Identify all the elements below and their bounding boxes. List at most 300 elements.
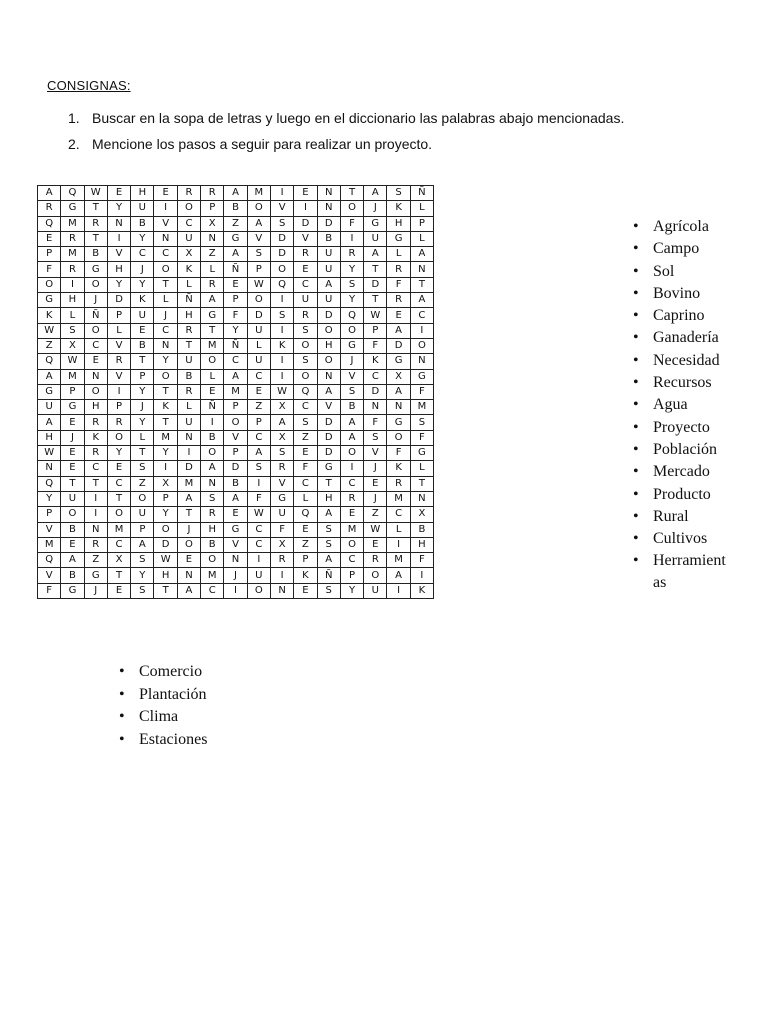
grid-cell: H xyxy=(201,522,224,537)
grid-cell: S xyxy=(294,354,317,369)
grid-row xyxy=(38,338,434,353)
grid-cell: U xyxy=(270,507,293,522)
grid-cell: S xyxy=(247,461,270,476)
grid-cell: W xyxy=(154,553,177,568)
grid-cell: J xyxy=(131,262,154,277)
grid-cell: A xyxy=(317,384,340,399)
grid-cell: N xyxy=(38,461,61,476)
grid-cell: N xyxy=(84,369,107,384)
grid-cell: N xyxy=(224,553,247,568)
grid-cell: V xyxy=(38,522,61,537)
grid-cell: J xyxy=(364,461,387,476)
grid-cell: B xyxy=(201,537,224,552)
grid-cell: G xyxy=(387,231,410,246)
grid-cell: I xyxy=(410,568,433,583)
grid-cell: M xyxy=(387,553,410,568)
grid-cell: M xyxy=(247,186,270,201)
grid-cell: E xyxy=(224,507,247,522)
word-search-grid xyxy=(37,185,434,599)
grid-cell: X xyxy=(270,430,293,445)
grid-cell: N xyxy=(317,186,340,201)
grid-cell: S xyxy=(131,583,154,598)
grid-cell: O xyxy=(270,262,293,277)
grid-row xyxy=(38,537,434,552)
grid-cell: A xyxy=(317,507,340,522)
grid-cell: J xyxy=(154,308,177,323)
grid-cell: O xyxy=(107,430,130,445)
grid-cell: O xyxy=(201,354,224,369)
grid-cell: G xyxy=(387,354,410,369)
grid-cell: Y xyxy=(131,277,154,292)
grid-cell: E xyxy=(224,277,247,292)
grid-cell: O xyxy=(340,537,363,552)
grid-cell: E xyxy=(61,446,84,461)
grid-cell: R xyxy=(387,476,410,491)
grid-cell: K xyxy=(131,293,154,308)
grid-cell: O xyxy=(154,369,177,384)
grid-cell: C xyxy=(247,522,270,537)
grid-cell: N xyxy=(270,583,293,598)
grid-cell: V xyxy=(107,247,130,262)
grid-cell: Q xyxy=(294,384,317,399)
grid-cell: Z xyxy=(84,553,107,568)
grid-cell: H xyxy=(38,430,61,445)
grid-cell: O xyxy=(294,369,317,384)
grid-cell: C xyxy=(154,323,177,338)
grid-cell: P xyxy=(154,491,177,506)
grid-cell: I xyxy=(270,293,293,308)
grid-cell: A xyxy=(201,461,224,476)
grid-cell: O xyxy=(177,537,200,552)
grid-cell: E xyxy=(387,308,410,323)
grid-cell: R xyxy=(340,247,363,262)
grid-cell: C xyxy=(177,216,200,231)
grid-cell: S xyxy=(364,430,387,445)
grid-cell: W xyxy=(84,186,107,201)
grid-cell: I xyxy=(387,537,410,552)
grid-cell: U xyxy=(247,568,270,583)
grid-cell: T xyxy=(177,338,200,353)
grid-cell: A xyxy=(201,293,224,308)
grid-cell: D xyxy=(177,461,200,476)
grid-cell: D xyxy=(364,277,387,292)
grid-cell: N xyxy=(154,231,177,246)
grid-cell: A xyxy=(224,369,247,384)
grid-row xyxy=(38,384,434,399)
grid-cell: O xyxy=(387,430,410,445)
grid-cell: D xyxy=(107,293,130,308)
grid-cell: A xyxy=(131,537,154,552)
grid-cell: P xyxy=(38,507,61,522)
grid-cell: S xyxy=(387,186,410,201)
grid-cell: N xyxy=(410,354,433,369)
grid-cell: U xyxy=(177,415,200,430)
grid-cell: A xyxy=(38,369,61,384)
grid-cell: A xyxy=(387,568,410,583)
grid-cell: D xyxy=(317,308,340,323)
word-list-bottom xyxy=(115,661,315,751)
grid-cell: M xyxy=(61,216,84,231)
grid-cell: U xyxy=(317,293,340,308)
grid-cell: L xyxy=(177,277,200,292)
grid-cell: K xyxy=(387,461,410,476)
grid-cell: A xyxy=(387,323,410,338)
grid-cell: C xyxy=(107,476,130,491)
grid-cell: T xyxy=(364,262,387,277)
grid-cell: J xyxy=(84,583,107,598)
grid-cell: O xyxy=(107,507,130,522)
grid-cell: Q xyxy=(61,186,84,201)
grid-cell: O xyxy=(224,415,247,430)
grid-cell: T xyxy=(154,415,177,430)
grid-cell: E xyxy=(177,553,200,568)
instruction-item xyxy=(68,109,624,135)
instructions-heading: CONSIGNAS: xyxy=(47,78,131,93)
grid-cell: C xyxy=(294,476,317,491)
grid-cell: F xyxy=(270,522,293,537)
grid-cell: C xyxy=(84,461,107,476)
grid-row xyxy=(38,277,434,292)
grid-cell: O xyxy=(410,338,433,353)
grid-cell: L xyxy=(387,522,410,537)
grid-cell: O xyxy=(84,323,107,338)
grid-cell: N xyxy=(364,400,387,415)
grid-cell: O xyxy=(294,338,317,353)
grid-cell: I xyxy=(270,354,293,369)
grid-row xyxy=(38,568,434,583)
grid-cell: S xyxy=(340,277,363,292)
grid-cell: A xyxy=(410,247,433,262)
grid-cell: V xyxy=(247,231,270,246)
grid-cell: R xyxy=(177,384,200,399)
grid-cell: R xyxy=(84,415,107,430)
grid-cell: G xyxy=(364,216,387,231)
grid-cell: N xyxy=(201,231,224,246)
grid-cell: T xyxy=(201,323,224,338)
grid-cell: W xyxy=(270,384,293,399)
grid-cell: Z xyxy=(247,400,270,415)
grid-cell: Y xyxy=(131,384,154,399)
grid-cell: S xyxy=(247,247,270,262)
grid-cell: B xyxy=(410,522,433,537)
grid-cell: Y xyxy=(107,277,130,292)
grid-cell: E xyxy=(364,537,387,552)
grid-cell: Ñ xyxy=(410,186,433,201)
grid-cell: V xyxy=(154,216,177,231)
grid-cell: G xyxy=(84,568,107,583)
word-item: • Bovino xyxy=(629,283,729,305)
grid-cell: S xyxy=(340,384,363,399)
grid-cell: V xyxy=(294,231,317,246)
word-item: • Proyecto xyxy=(629,417,729,439)
grid-cell: B xyxy=(224,476,247,491)
word-item: • Caprino xyxy=(629,305,729,327)
grid-cell: O xyxy=(317,323,340,338)
grid-cell: T xyxy=(154,277,177,292)
instructions-list xyxy=(68,109,624,161)
grid-cell: I xyxy=(270,568,293,583)
grid-cell: C xyxy=(247,430,270,445)
grid-cell: W xyxy=(61,354,84,369)
grid-cell: R xyxy=(84,216,107,231)
grid-cell: N xyxy=(84,522,107,537)
grid-cell: K xyxy=(154,400,177,415)
grid-cell: E xyxy=(294,262,317,277)
grid-cell: G xyxy=(84,262,107,277)
grid-cell: B xyxy=(224,201,247,216)
grid-cell: C xyxy=(294,277,317,292)
grid-cell: L xyxy=(410,201,433,216)
grid-cell: V xyxy=(224,537,247,552)
grid-cell: F xyxy=(38,262,61,277)
grid-cell: U xyxy=(38,400,61,415)
grid-cell: W xyxy=(247,507,270,522)
grid-cell: K xyxy=(84,430,107,445)
grid-cell: B xyxy=(201,430,224,445)
grid-cell: A xyxy=(270,415,293,430)
word-item: • Clima xyxy=(115,706,315,729)
grid-cell: S xyxy=(317,537,340,552)
grid-row xyxy=(38,369,434,384)
grid-cell: V xyxy=(107,369,130,384)
grid-cell: I xyxy=(61,277,84,292)
grid-cell: U xyxy=(177,231,200,246)
grid-cell: J xyxy=(340,354,363,369)
grid-cell: R xyxy=(107,354,130,369)
grid-cell: V xyxy=(364,446,387,461)
grid-cell: O xyxy=(38,277,61,292)
grid-cell: E xyxy=(61,461,84,476)
grid-cell: I xyxy=(224,583,247,598)
grid-cell: O xyxy=(201,446,224,461)
grid-cell: O xyxy=(317,354,340,369)
grid-cell: R xyxy=(201,277,224,292)
grid-cell: J xyxy=(61,430,84,445)
grid-cell: U xyxy=(364,583,387,598)
grid-cell: V xyxy=(107,338,130,353)
grid-cell: O xyxy=(84,277,107,292)
grid-cell: E xyxy=(294,583,317,598)
grid-row xyxy=(38,583,434,598)
grid-cell: L xyxy=(201,262,224,277)
grid-cell: A xyxy=(364,247,387,262)
grid-cell: T xyxy=(107,568,130,583)
grid-cell: R xyxy=(294,308,317,323)
grid-cell: P xyxy=(247,262,270,277)
grid-cell: M xyxy=(340,522,363,537)
grid-cell: O xyxy=(340,323,363,338)
instruction-text: Mencione los pasos a seguir para realizar un proyecto. xyxy=(92,136,433,152)
grid-cell: D xyxy=(270,247,293,262)
grid-cell: T xyxy=(107,491,130,506)
grid-cell: K xyxy=(270,338,293,353)
grid-cell: Y xyxy=(131,568,154,583)
grid-cell: H xyxy=(61,293,84,308)
instruction-number: 2. xyxy=(68,136,80,152)
grid-row xyxy=(38,461,434,476)
grid-cell: Ñ xyxy=(224,262,247,277)
grid-cell: R xyxy=(387,293,410,308)
grid-cell: F xyxy=(340,216,363,231)
grid-cell: U xyxy=(177,354,200,369)
grid-cell: Y xyxy=(131,415,154,430)
grid-cell: E xyxy=(294,522,317,537)
grid-cell: Q xyxy=(38,216,61,231)
grid-cell: Q xyxy=(38,553,61,568)
grid-cell: T xyxy=(410,476,433,491)
grid-cell: U xyxy=(131,201,154,216)
grid-cell: S xyxy=(270,308,293,323)
grid-cell: E xyxy=(61,537,84,552)
grid-cell: L xyxy=(131,430,154,445)
grid-cell: K xyxy=(38,308,61,323)
grid-cell: S xyxy=(131,461,154,476)
grid-cell: I xyxy=(340,231,363,246)
grid-cell: E xyxy=(107,461,130,476)
grid-cell: N xyxy=(107,216,130,231)
grid-cell: T xyxy=(340,186,363,201)
grid-cell: X xyxy=(270,537,293,552)
grid-cell: L xyxy=(387,247,410,262)
word-item: • Necesidad xyxy=(629,350,729,372)
grid-cell: H xyxy=(107,262,130,277)
grid-cell: J xyxy=(364,491,387,506)
grid-cell: X xyxy=(387,369,410,384)
grid-cell: D xyxy=(154,537,177,552)
grid-cell: I xyxy=(107,231,130,246)
grid-cell: N xyxy=(177,568,200,583)
grid-cell: P xyxy=(294,553,317,568)
grid-cell: E xyxy=(154,186,177,201)
grid-cell: R xyxy=(294,247,317,262)
grid-cell: C xyxy=(247,369,270,384)
grid-cell: W xyxy=(364,522,387,537)
grid-cell: L xyxy=(154,293,177,308)
grid-cell: P xyxy=(131,369,154,384)
grid-cell: K xyxy=(294,568,317,583)
grid-cell: I xyxy=(270,186,293,201)
grid-cell: J xyxy=(364,201,387,216)
grid-cell: I xyxy=(247,553,270,568)
grid-cell: Z xyxy=(201,247,224,262)
grid-row xyxy=(38,553,434,568)
grid-cell: V xyxy=(340,369,363,384)
grid-cell: C xyxy=(131,247,154,262)
grid-cell: N xyxy=(154,338,177,353)
grid-cell: E xyxy=(340,507,363,522)
grid-cell: O xyxy=(84,384,107,399)
grid-cell: B xyxy=(340,400,363,415)
word-item: • Ganadería xyxy=(629,327,729,349)
grid-cell: N xyxy=(410,491,433,506)
grid-cell: T xyxy=(84,231,107,246)
grid-cell: K xyxy=(177,262,200,277)
grid-cell: A xyxy=(177,491,200,506)
grid-cell: A xyxy=(224,491,247,506)
grid-cell: N xyxy=(387,400,410,415)
grid-cell: P xyxy=(107,400,130,415)
grid-cell: V xyxy=(38,568,61,583)
grid-row xyxy=(38,231,434,246)
grid-cell: G xyxy=(61,583,84,598)
grid-cell: Z xyxy=(364,507,387,522)
grid-cell: H xyxy=(317,491,340,506)
grid-cell: C xyxy=(107,537,130,552)
grid-cell: B xyxy=(131,338,154,353)
grid-cell: U xyxy=(247,323,270,338)
grid-cell: S xyxy=(61,323,84,338)
grid-cell: C xyxy=(294,400,317,415)
grid-cell: F xyxy=(387,446,410,461)
grid-cell: V xyxy=(317,400,340,415)
grid-cell: L xyxy=(410,461,433,476)
grid-cell: C xyxy=(84,338,107,353)
grid-cell: T xyxy=(317,476,340,491)
word-item: • Comercio xyxy=(115,661,315,684)
grid-cell: Q xyxy=(270,277,293,292)
grid-cell: H xyxy=(84,400,107,415)
grid-cell: I xyxy=(410,323,433,338)
grid-cell: O xyxy=(247,583,270,598)
grid-cell: E xyxy=(294,186,317,201)
grid-cell: S xyxy=(410,415,433,430)
grid-cell: D xyxy=(270,231,293,246)
grid-cell: G xyxy=(61,201,84,216)
grid-cell: B xyxy=(131,216,154,231)
instruction-text: Buscar en la sopa de letras y luego en el diccionario las palabras abajo mencionadas. xyxy=(92,110,625,126)
grid-cell: T xyxy=(410,277,433,292)
grid-cell: U xyxy=(364,231,387,246)
grid-cell: Q xyxy=(38,354,61,369)
grid-cell: H xyxy=(177,308,200,323)
grid-cell: S xyxy=(201,491,224,506)
grid-row xyxy=(38,491,434,506)
grid-cell: L xyxy=(410,231,433,246)
grid-cell: K xyxy=(387,201,410,216)
grid-cell: C xyxy=(154,247,177,262)
grid-cell: S xyxy=(270,216,293,231)
grid-cell: K xyxy=(364,354,387,369)
grid-cell: R xyxy=(38,201,61,216)
grid-cell: P xyxy=(340,568,363,583)
grid-cell: J xyxy=(177,522,200,537)
grid-cell: L xyxy=(107,323,130,338)
grid-cell: F xyxy=(38,583,61,598)
grid-cell: R xyxy=(364,553,387,568)
grid-cell: E xyxy=(38,231,61,246)
grid-cell: H xyxy=(410,537,433,552)
grid-cell: T xyxy=(177,507,200,522)
grid-cell: A xyxy=(340,415,363,430)
grid-cell: Ñ xyxy=(224,338,247,353)
grid-cell: T xyxy=(84,201,107,216)
grid-cell: K xyxy=(410,583,433,598)
grid-row xyxy=(38,186,434,201)
grid-cell: L xyxy=(247,338,270,353)
grid-cell: Y xyxy=(154,354,177,369)
grid-cell: G xyxy=(270,491,293,506)
grid-cell: X xyxy=(270,400,293,415)
grid-cell: F xyxy=(294,461,317,476)
grid-cell: U xyxy=(131,507,154,522)
grid-cell: R xyxy=(177,323,200,338)
grid-cell: Y xyxy=(131,231,154,246)
grid-cell: U xyxy=(131,308,154,323)
grid-cell: Y xyxy=(154,507,177,522)
grid-cell: X xyxy=(177,247,200,262)
grid-cell: A xyxy=(410,293,433,308)
grid-cell: R xyxy=(61,231,84,246)
